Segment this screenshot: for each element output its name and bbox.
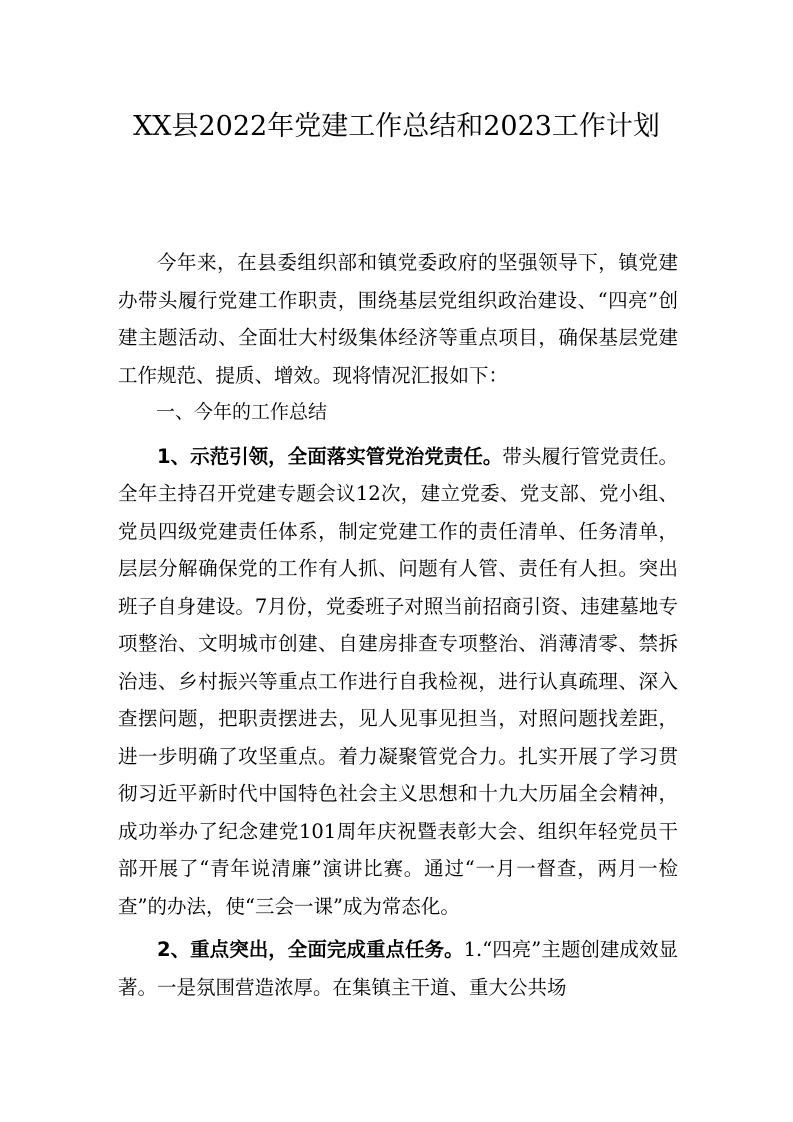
item-2-paragraph: [118, 931, 678, 1006]
intro-paragraph: 今年来，在县委组织部和镇党委政府的坚强领导下，镇党建办带头履行党建工作职责，围绕基层党组织政治建设、“四亮”创建主题活动、全面壮大村级集体经济等重点项目，确保基层党建工作规范、提质、增效。现将情况汇报如下：: [118, 251, 678, 387]
document-title: XX县2022年党建工作总结和2023工作计划: [133, 111, 660, 142]
document-body: [118, 244, 678, 1006]
item-1-paragraph: [118, 438, 678, 926]
item-1-lead: 1、示范引领，全面落实管党治党责任。: [157, 444, 503, 468]
item-1-body: 带头履行管党责任。全年主持召开党建专题会议12次，建立党委、党支部、党小组、党员四级党建责任体系，制定党建工作的责任清单、任务清单，层层分解确保党的工作有人抓、问题有人管、责任有人担。突出班子自身建设。7月份，党委班子对照当前招商引资、违建墓地专项整治、文明城市创建、自建房排查专项整治、消薄清零、禁拆治违、乡村振兴等重点工作进行自我检视，进行认真疏理、深入查摆问题，把职责摆进去，见人见事见担当，对照问题找差距，进一步明确了攻坚重点。着力凝聚管党合力。扎实开展了学习贯彻习近平新时代中国特色社会主义思想和十九大历届全会精神，成功举办了纪念建党101周年庆祝暨表彰大会、组织年轻党员干部开展了“青年说清廉”演讲比赛。通过“一月一督查，两月一检查”的办法，使“三会一课”成为常态化。: [118, 444, 678, 918]
item-2-body: 1.“四亮”主题创建成效显著。一是氛围营造浓厚。在集镇主干道、重大公共场: [118, 938, 678, 999]
item-2-lead: 2、重点突出，全面完成重点任务。: [157, 938, 464, 961]
section-heading: 一、今年的工作总结: [156, 401, 328, 423]
